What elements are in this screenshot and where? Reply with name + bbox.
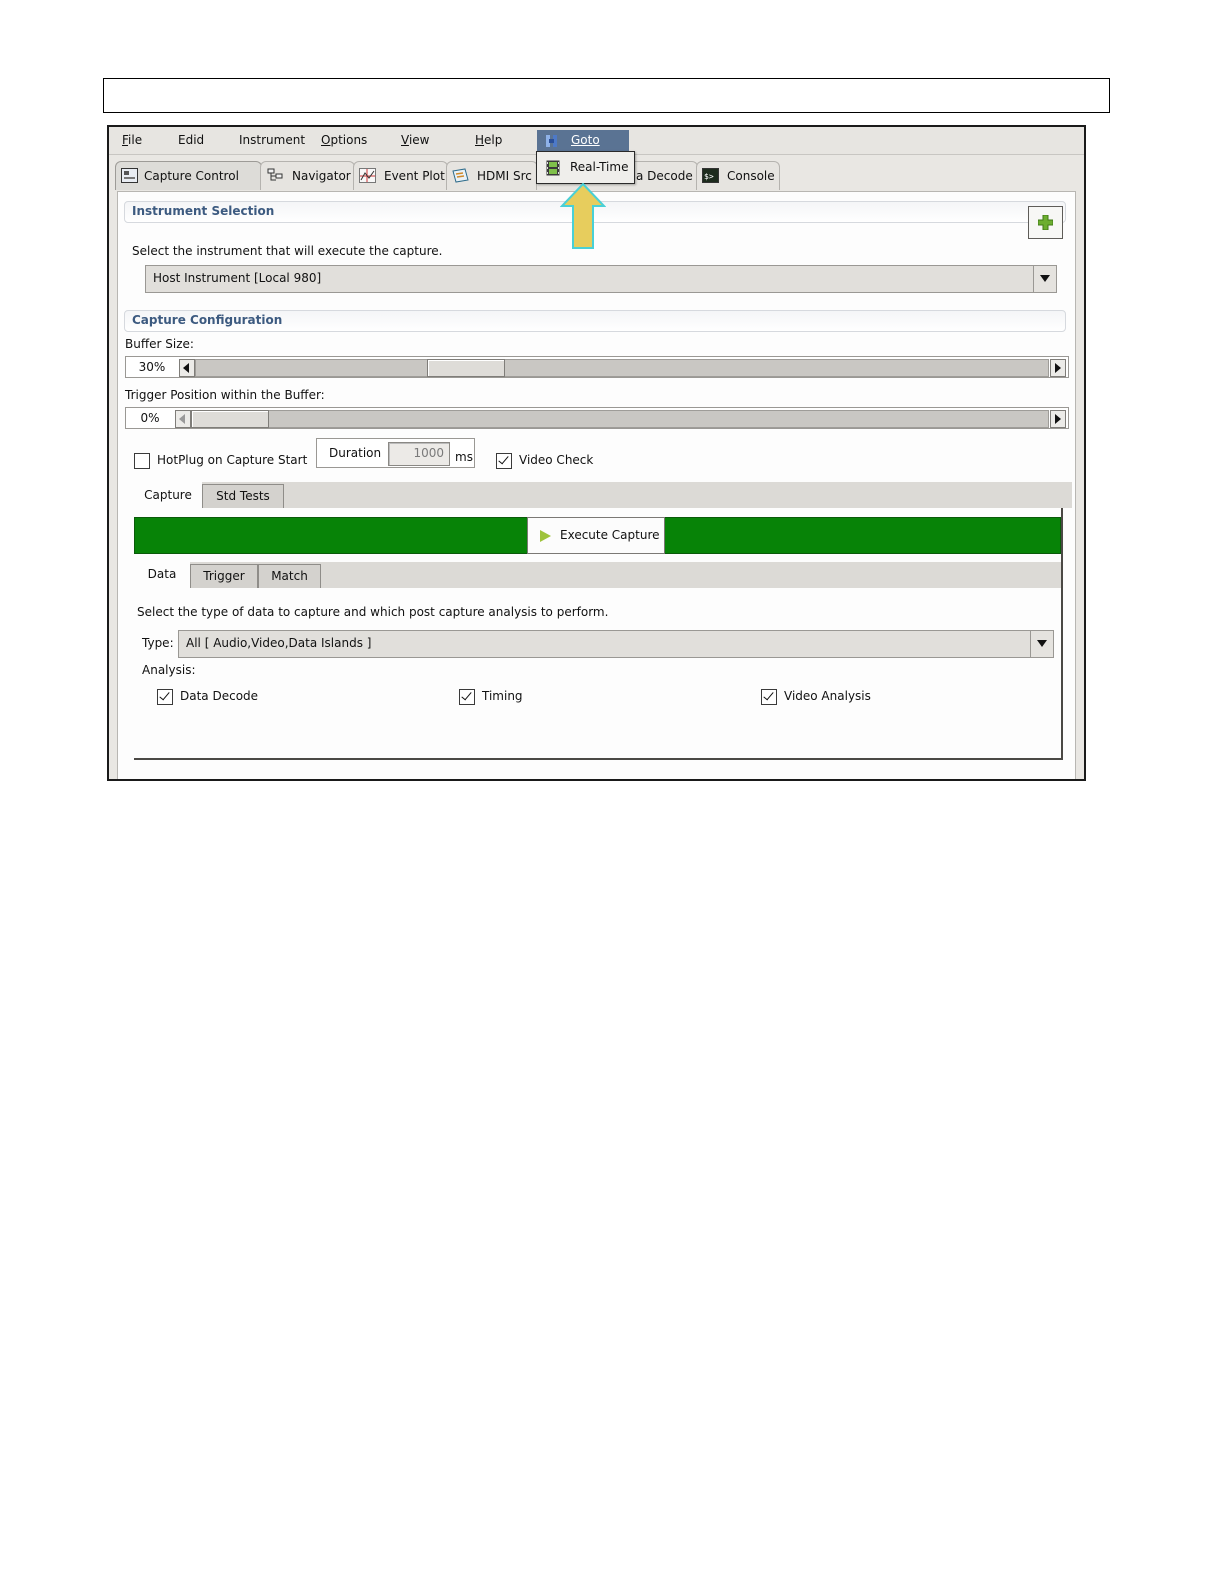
chevron-down-icon: [1037, 640, 1047, 647]
tab-trigger[interactable]: Trigger: [190, 564, 258, 588]
goto-popup-menu: [536, 151, 635, 184]
trigger-thumb[interactable]: [191, 410, 269, 428]
buffer-size-scrollbar[interactable]: [125, 356, 1069, 378]
capture-control-icon: [121, 168, 138, 183]
tab-data[interactable]: Data: [134, 562, 190, 588]
trigger-position-label: Trigger Position within the Buffer:: [125, 388, 325, 402]
chevron-down-icon: [1040, 275, 1050, 282]
capture-configuration-header: Capture Configuration: [124, 310, 1066, 332]
video-analysis-label: Video Analysis: [784, 689, 871, 703]
menu-instrument[interactable]: Instrument: [239, 133, 306, 147]
duration-label: Duration: [329, 446, 382, 460]
timing-checkbox[interactable]: [459, 689, 475, 705]
instrument-dropdown-button[interactable]: [1033, 266, 1056, 292]
menu-goto[interactable]: Goto: [537, 130, 629, 152]
analysis-label: Analysis:: [142, 663, 196, 677]
menu-help[interactable]: Help: [475, 133, 503, 147]
buffer-size-label: Buffer Size:: [125, 337, 194, 351]
tab-match[interactable]: Match: [258, 564, 321, 588]
buffer-thumb[interactable]: [427, 359, 505, 377]
tab-capture-control[interactable]: Capture Control: [115, 161, 262, 190]
buffer-scroll-right[interactable]: [1050, 359, 1066, 377]
video-analysis-checkbox[interactable]: [761, 689, 777, 705]
buffer-scroll-left[interactable]: [179, 359, 195, 377]
arrow-right-icon: [1055, 414, 1061, 424]
trigger-scroll-left[interactable]: [175, 410, 191, 428]
data-type-dropdown-button[interactable]: [1030, 631, 1053, 657]
goto-icon: [545, 134, 559, 148]
data-type-dropdown[interactable]: All [ Audio,Video,Data Islands ]: [178, 630, 1054, 658]
tab-navigator[interactable]: Navigator: [260, 161, 355, 190]
trigger-scroll-right[interactable]: [1050, 410, 1066, 428]
menu-options[interactable]: Options: [321, 133, 368, 147]
play-icon: [540, 530, 551, 542]
trigger-position-value: 0%: [140, 411, 160, 425]
menu-view[interactable]: View: [401, 133, 430, 147]
menu-file[interactable]: File: [122, 133, 143, 147]
plus-icon: [1038, 215, 1053, 230]
document-header-box: [103, 78, 1110, 113]
video-check-checkbox[interactable]: [496, 453, 512, 469]
arrow-right-icon: [1055, 363, 1061, 373]
capture-subtab-bar: [134, 482, 1072, 508]
data-decode-checkbox[interactable]: [157, 689, 173, 705]
data-prompt: Select the type of data to capture and which post capture analysis to perform.: [137, 605, 609, 619]
video-check-label: Video Check: [519, 453, 594, 467]
instrument-prompt: Select the instrument that will execute the capture.: [132, 244, 443, 258]
event-plot-icon: [359, 168, 376, 183]
arrow-left-icon: [179, 414, 185, 424]
svg-text:$>: $>: [704, 172, 714, 181]
menu-item-real-time[interactable]: Real-Time: [537, 152, 634, 183]
navigator-icon: [267, 168, 284, 183]
trigger-position-scrollbar[interactable]: [125, 407, 1069, 429]
hotplug-checkbox[interactable]: [134, 453, 150, 469]
hotplug-label: HotPlug on Capture Start: [157, 453, 308, 467]
hdmi-src-icon: [452, 168, 469, 183]
duration-group: [316, 438, 475, 468]
tab-hdmi-src[interactable]: HDMI Src: [446, 161, 538, 190]
callout-arrow-icon: [560, 183, 606, 250]
film-icon: [546, 160, 560, 176]
add-instrument-button[interactable]: [1028, 206, 1063, 239]
menu-edid[interactable]: Edid: [178, 133, 205, 147]
buffer-track[interactable]: [195, 359, 1049, 377]
buffer-size-value: 30%: [138, 360, 166, 374]
instrument-selection-header: Instrument Selection: [124, 201, 1066, 223]
execute-capture-button[interactable]: Execute Capture: [527, 517, 665, 554]
type-label: Type:: [142, 636, 174, 650]
instrument-dropdown[interactable]: Host Instrument [Local 980]: [145, 265, 1057, 293]
tab-console[interactable]: $> Console: [696, 161, 780, 190]
tab-capture[interactable]: Capture: [134, 482, 202, 508]
duration-unit: ms: [455, 450, 473, 464]
capture-subpanel: [134, 508, 1063, 760]
duration-input[interactable]: 1000: [388, 442, 450, 466]
trigger-track[interactable]: [191, 410, 1049, 428]
data-decode-label: Data Decode: [180, 689, 259, 703]
console-icon: [702, 168, 719, 183]
capture-control-panel: [117, 191, 1076, 781]
timing-label: Timing: [482, 689, 523, 703]
arrow-left-icon: [183, 363, 189, 373]
tab-std-tests[interactable]: Std Tests: [202, 484, 284, 508]
data-subtab-bar: [134, 562, 1061, 588]
tab-event-plot[interactable]: Event Plot: [353, 161, 448, 190]
tab-data-decode[interactable]: a Decode: [536, 161, 698, 190]
